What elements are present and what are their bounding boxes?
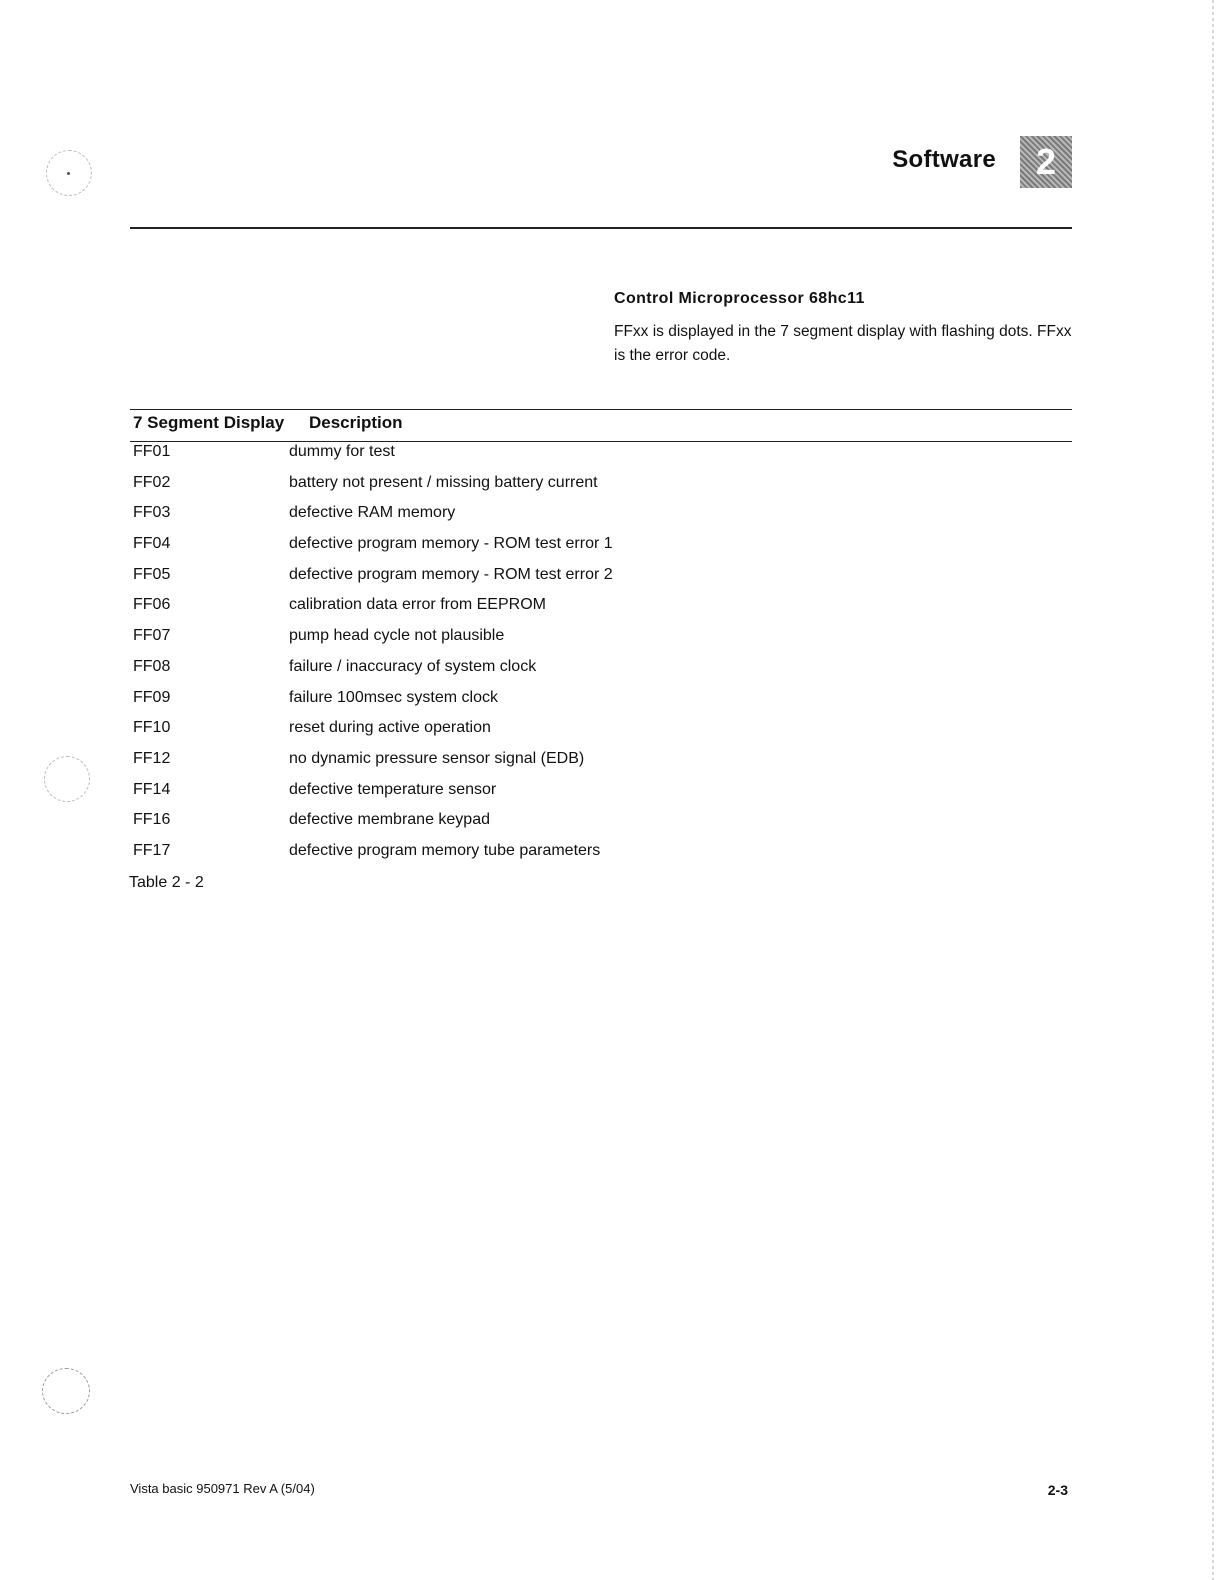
error-code: FF08 xyxy=(133,657,171,675)
error-code-table xyxy=(130,440,1072,870)
table-row xyxy=(130,440,1072,471)
error-code: FF12 xyxy=(133,749,171,767)
column-header-segment-display: 7 Segment Display xyxy=(133,413,285,432)
error-code: FF16 xyxy=(133,811,171,829)
error-description: failure / inaccuracy of system clock xyxy=(289,657,537,675)
table-row xyxy=(130,593,1072,624)
footer-document-id: Vista basic 950971 Rev A (5/04) xyxy=(130,1481,315,1496)
error-description: defective program memory - ROM test error 2 xyxy=(289,565,613,583)
punch-hole-bottom xyxy=(42,1368,90,1414)
error-description: no dynamic pressure sensor signal (EDB) xyxy=(289,749,585,767)
error-description: failure 100msec system clock xyxy=(289,688,498,706)
error-code: FF10 xyxy=(133,719,171,737)
table-row xyxy=(130,532,1072,563)
error-description: defective program memory - ROM test error 1 xyxy=(289,535,613,553)
table-row xyxy=(130,778,1072,809)
error-code: FF17 xyxy=(133,841,171,859)
page-edge xyxy=(1212,0,1214,1580)
error-description: dummy for test xyxy=(289,443,395,460)
table-row xyxy=(130,624,1072,655)
section-heading: Control Microprocessor 68hc11 xyxy=(614,290,865,307)
error-description: battery not present / missing battery current xyxy=(289,473,598,491)
error-code: FF09 xyxy=(133,688,171,706)
table-row xyxy=(130,563,1072,594)
table-row xyxy=(130,686,1072,717)
error-code: FF05 xyxy=(133,565,171,583)
error-code: FF02 xyxy=(133,473,171,491)
punch-hole-middle xyxy=(44,756,90,802)
table-row xyxy=(130,471,1072,502)
error-code: FF04 xyxy=(133,535,171,553)
column-header-description: Description xyxy=(309,413,403,432)
error-code: FF01 xyxy=(133,443,171,460)
header-divider xyxy=(130,227,1072,229)
table-row xyxy=(130,747,1072,778)
error-description: pump head cycle not plausible xyxy=(289,627,505,645)
table-top-rule xyxy=(130,409,1072,410)
error-description: defective temperature sensor xyxy=(289,780,497,798)
punch-hole-top xyxy=(46,150,92,196)
table-row xyxy=(130,839,1072,870)
error-code: FF07 xyxy=(133,627,171,645)
error-description: defective program memory tube parameters xyxy=(289,841,601,859)
table-row xyxy=(130,808,1072,839)
error-description: defective RAM memory xyxy=(289,504,456,522)
table-row xyxy=(130,501,1072,532)
section-body: FFxx is displayed in the 7 segment display with flashing dots. FFxx is the error code. xyxy=(614,323,1072,364)
error-code: FF06 xyxy=(133,596,171,614)
footer-page-number: 2-3 xyxy=(1047,1482,1068,1498)
error-description: calibration data error from EEPROM xyxy=(289,596,546,614)
error-code: FF03 xyxy=(133,504,171,522)
chapter-title: Software xyxy=(892,146,996,173)
error-description: reset during active operation xyxy=(289,719,491,737)
table-row xyxy=(130,716,1072,747)
error-code: FF14 xyxy=(133,780,171,798)
table-row xyxy=(130,655,1072,686)
table-caption: Table 2 - 2 xyxy=(129,874,204,891)
chapter-number-badge: 2 xyxy=(1020,136,1072,188)
error-description: defective membrane keypad xyxy=(289,811,490,829)
